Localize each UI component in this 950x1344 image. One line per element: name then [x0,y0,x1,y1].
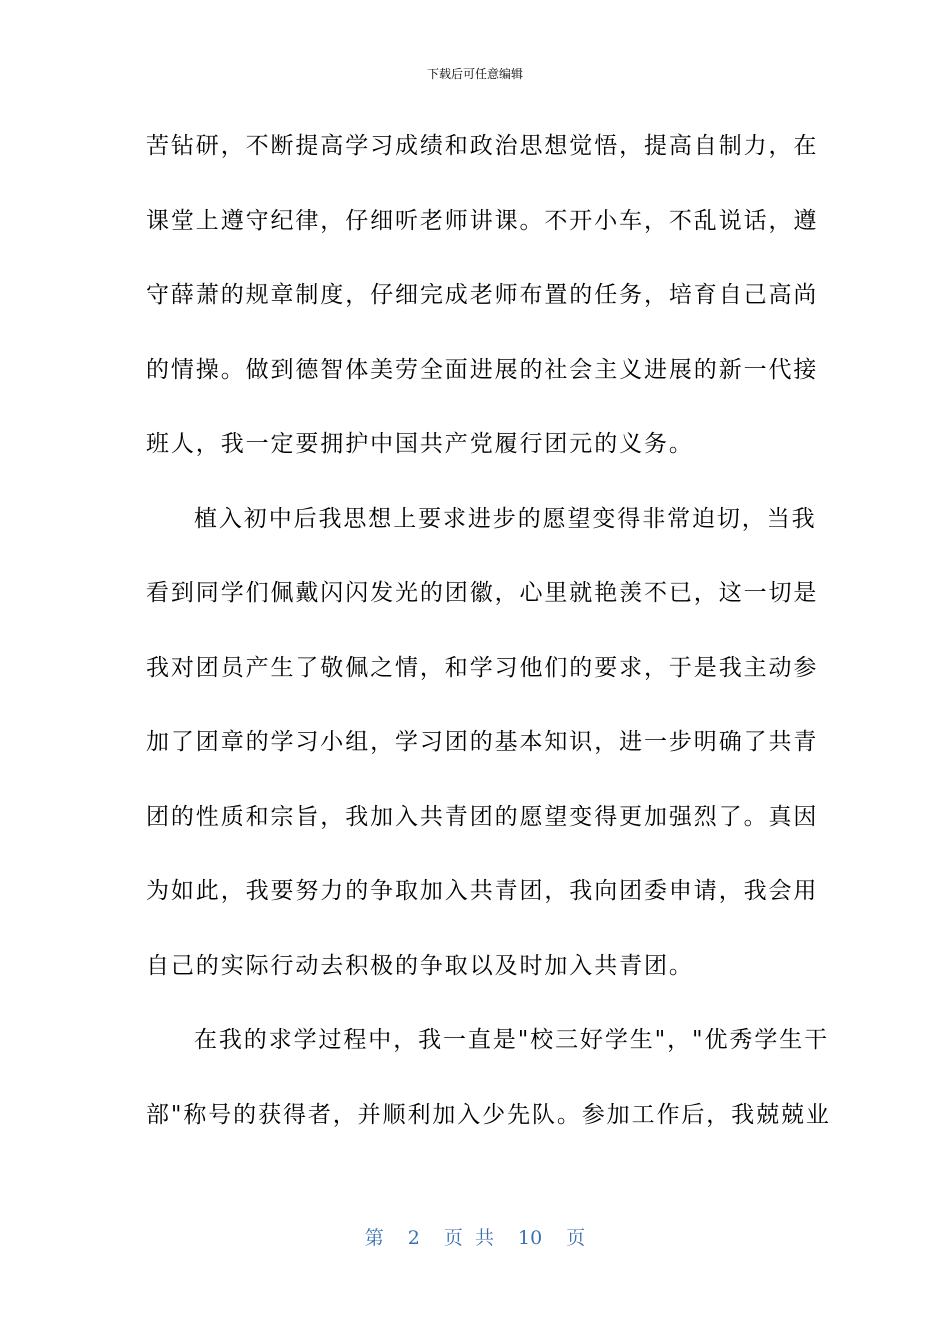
text-line: 自己的实际行动去积极的争取以及时加入共青团。 [146,952,694,979]
text-line: 苦钻研，不断提高学习成绩和政治思想觉悟，提高自制力，在 [146,133,819,159]
page-header: 下载后可任意编辑 [426,67,523,81]
page-middle: 页 共 [443,1227,494,1249]
text-line: 加了团章的学习小组，学习团的基本知识，进一步明确了共青 [146,729,819,755]
text-line: 课堂上遵守纪律，仔细听老师讲课。不开小车，不乱说话，遵 [146,207,819,234]
page-number-footer [0,1224,950,1252]
text-line: 部"称号的获得者，并顺利加入少先队。参加工作后，我兢兢业 [146,1101,831,1128]
page-prefix: 第 [364,1227,384,1249]
text-line: 守薛萧的规章制度，仔细完成老师布置的任务，培育自己高尚 [146,282,819,308]
text-line: 的情操。做到德智体美劳全面进展的社会主义进展的新一代接 [146,356,819,383]
text-line: 班人，我一定要拥护中国共产党履行团元的义务。 [146,431,694,457]
text-line: 看到同学们佩戴闪闪发光的团徽，心里就艳羡不已，这一切是 [146,580,819,606]
current-page-number: 2 [407,1227,420,1249]
text-line: 为如此，我要努力的争取加入共青团，我向团委申请，我会用 [146,878,819,904]
text-line: 团的性质和宗旨，我加入共青团的愿望变得更加强烈了。真因 [146,803,819,830]
body-text [146,124,831,1167]
page-suffix: 页 [566,1227,586,1249]
paragraph-first-line: 植入初中后我思想上要求进步的愿望变得非常迫切，当我 [194,505,817,532]
paragraph-first-line: 在我的求学过程中，我一直是"校三好学生"，"优秀学生干 [194,1027,830,1053]
total-page-count: 10 [518,1227,543,1249]
text-line: 我对团员产生了敬佩之情，和学习他们的要求，于是我主动参 [146,654,819,681]
